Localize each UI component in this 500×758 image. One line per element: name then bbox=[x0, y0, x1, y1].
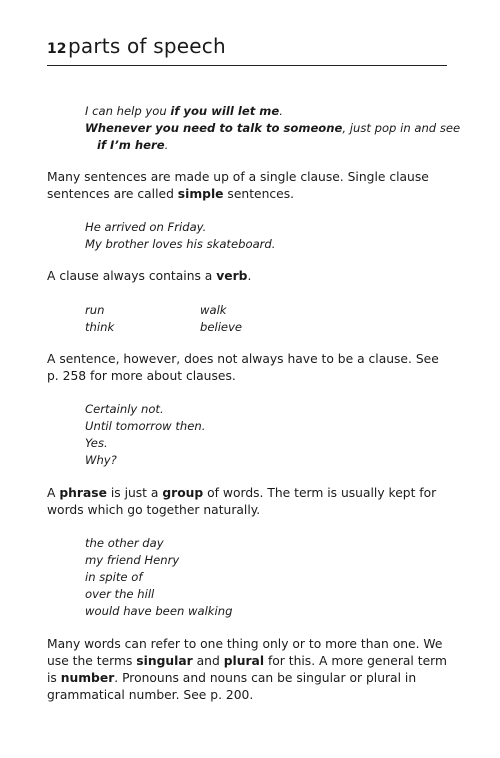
example-block-3-col1 bbox=[85, 302, 114, 336]
example-block-5 bbox=[85, 535, 232, 620]
example-word: walk bbox=[200, 303, 227, 317]
paragraph-text: A clause always contains a bbox=[47, 269, 217, 283]
example-line bbox=[85, 120, 460, 137]
term-simple: simple bbox=[177, 187, 224, 201]
paragraph-clauses: A sentence, however, does not always have to be a clause. See p. 258 for more about clauses. bbox=[47, 352, 439, 383]
example-word: believe bbox=[200, 320, 243, 334]
example-emphasis: if I’m here bbox=[97, 138, 165, 152]
term-plural: plural bbox=[223, 654, 265, 668]
example-block-3-col2 bbox=[200, 302, 242, 336]
example-emphasis: Whenever you need to talk to someone bbox=[85, 121, 343, 135]
example-text: . bbox=[164, 138, 169, 152]
example-line: over the hill bbox=[85, 587, 155, 601]
term-verb: verb bbox=[216, 269, 248, 283]
header-rule bbox=[47, 65, 447, 66]
example-line bbox=[85, 103, 460, 120]
example-emphasis: if you will let me bbox=[170, 104, 280, 118]
paragraph-text: sentences. bbox=[223, 187, 295, 201]
example-line: in spite of bbox=[85, 570, 143, 584]
example-line: would have been walking bbox=[85, 604, 233, 618]
term-phrase: phrase bbox=[59, 486, 107, 500]
term-singular: singular bbox=[136, 654, 193, 668]
paragraph-text: A bbox=[47, 486, 60, 500]
example-text: . bbox=[279, 104, 283, 118]
example-text: I can help you bbox=[85, 104, 171, 118]
example-line: He arrived on Friday. bbox=[85, 220, 207, 234]
example-line: Yes. bbox=[85, 436, 108, 450]
example-line: Until tomorrow then. bbox=[85, 419, 206, 433]
example-block-4 bbox=[85, 401, 205, 469]
example-line: My brother loves his skateboard. bbox=[85, 237, 276, 251]
paragraph-number bbox=[47, 636, 452, 704]
page-header bbox=[47, 34, 447, 64]
example-word: run bbox=[85, 303, 105, 317]
paragraph-verb bbox=[47, 268, 452, 285]
page-number: 12 bbox=[47, 41, 67, 57]
term-number: number bbox=[60, 671, 115, 685]
paragraph-text: Many words can refer to one thing only or to more than one. We use the terms bbox=[47, 637, 443, 668]
example-word: think bbox=[85, 320, 115, 334]
paragraph-simple-sentences bbox=[47, 169, 452, 203]
paragraph-text: . Pronouns and nouns can be singular or plural in grammatical number. See p. 200. bbox=[47, 671, 417, 702]
paragraph-text: for this. A more general term is bbox=[47, 654, 447, 685]
example-line: Certainly not. bbox=[85, 402, 164, 416]
example-line: the other day bbox=[85, 536, 164, 550]
example-line: Why? bbox=[85, 453, 117, 467]
example-line bbox=[85, 137, 460, 154]
example-line: my friend Henry bbox=[85, 553, 180, 567]
running-head: parts of speech bbox=[68, 34, 226, 58]
paragraph-text: of words. The term is usually kept for words which go together naturally. bbox=[47, 486, 437, 517]
paragraph-text: Many sentences are made up of a single clause. Single clause sentences are called bbox=[47, 170, 429, 201]
paragraph-phrase bbox=[47, 485, 452, 519]
example-block-1 bbox=[85, 103, 460, 154]
term-group: group bbox=[162, 486, 204, 500]
paragraph-text: is just a bbox=[106, 486, 163, 500]
paragraph-text: and bbox=[192, 654, 224, 668]
example-block-2 bbox=[85, 219, 275, 253]
paragraph-text: . bbox=[247, 269, 252, 283]
example-text: , just pop in and see bbox=[342, 121, 461, 135]
